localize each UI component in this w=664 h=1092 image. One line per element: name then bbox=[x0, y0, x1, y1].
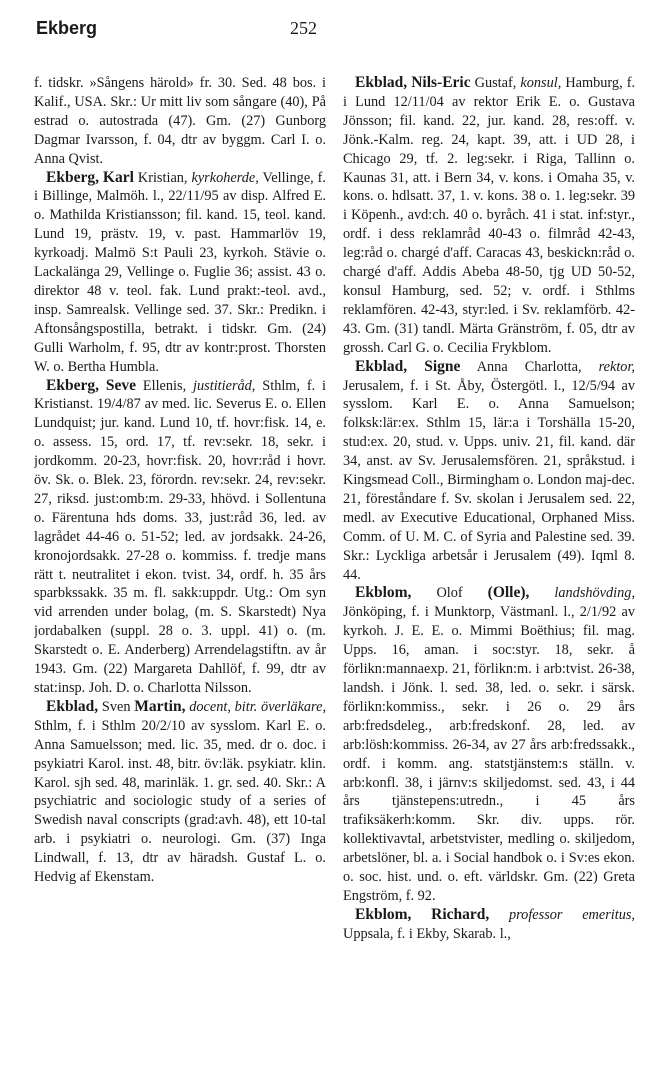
entry-given-name: Nils-Eric bbox=[411, 74, 471, 91]
entry-other-names: Ellenis, bbox=[142, 377, 187, 394]
entry-given-name: Martin, bbox=[134, 697, 186, 715]
entry-title: rektor, bbox=[598, 358, 635, 375]
entry-surname: Ekblom, bbox=[355, 905, 412, 923]
entry-given-name: Karl bbox=[102, 168, 134, 186]
entry-ekberg-karl bbox=[34, 169, 326, 377]
page-number: 252 bbox=[290, 18, 317, 38]
entry-ekblom-olof bbox=[343, 584, 635, 905]
entry-title: professor emeritus, bbox=[509, 906, 635, 923]
entry-body: Sthlm, f. i Kristianst. 19/4/87 av med. lic. Severus E. o. Ellen Lundquist; jur. kand. Lund 10, tf. hovr:fisk. 14, e. o. assess. 15, ord. 17, tf. rev:sekr. 18, sekr. i jordkomm. 20-23, hovr:fisk. 20, hovr:råd i hovr. öv. Sk. o. Blek. 23, förordn. rev:sekr. 24, rev:sekr. 27, riksd. just:omb:m. 29-33, hhövd. i Sollentuna o. Färentuna hds doms. 33, just:råd 36, led. av lagrådet 44-46 o. 51-52; led. av jordsakk. 24-26, kronojordsakk. 27-28 o. kommiss. f. tredje mans rätt t. neutralitet i ekon. tvist. 34, ordf. h. 35 års sparbkssakk. 35 m. fl. sakk:uppdr. Utg.: Om syn vid arrenden under bolag, (m. S. Skarstedt) Nya jordabalken (suppl. 28 o. 3. uppl. 41) o. (m. Skarstedt o. E. Anderberg) Arrendelagstiftn. av år 1943. Gm. (22) Margareta Dahllöf, f. 99, dtr av stat:insp. Joh. D. o. Charlotta Nilsson. bbox=[34, 377, 326, 696]
entry-body: f. tidskr. »Sångens härold» fr. 30. Sed. 48 bos. i Kalif., USA. Skr.: Ur mitt liv som sångare (40), På estrad o. autostrada (47). Gm. (27) Gunborg Dagmar Ivarsson, f. 04, dtr av byggm. Carl I. o. Anna Qvist. bbox=[34, 75, 326, 167]
entry-given-name: (Olle), bbox=[487, 584, 530, 602]
entry-ekblad-martin bbox=[34, 698, 326, 887]
running-head: Ekberg bbox=[36, 18, 98, 38]
entry-other-names: Sven bbox=[101, 698, 131, 715]
entry-ekblad-signe bbox=[343, 358, 635, 585]
entry-title: konsul, bbox=[520, 75, 562, 91]
entry-body: Sthlm, f. i Sthlm 20/2/10 av sysslom. Karl E. o. Anna Samuelsson; med. lic. 35, med. dr o. doc. i psykiatri Karol. inst. 48, bitr. öv:läk. psykiatr. klin. Karol. sjh sed. 48, marinläk. 1. gr. sed. 40. Skr.: A psychiatric and sociologic study of a series of Swedish naval conscripts (grad:avh. 48), ett 10-tal arb. i psykiatri o. neurologi. Gm. (37) Inga Lindwall, f. 13, dtr av häradsh. Gustaf L. o. Hedvig af Ekenstam. bbox=[34, 717, 326, 886]
entry-given-name: Richard, bbox=[431, 905, 490, 923]
entry-other-names: Gustaf, bbox=[474, 75, 517, 91]
right-column bbox=[343, 74, 635, 1084]
entry-surname: Ekberg, bbox=[46, 168, 99, 186]
entry-ekberg-seve bbox=[34, 377, 326, 698]
continued-entry bbox=[34, 74, 326, 169]
entry-other-names: Kristian, bbox=[137, 169, 188, 186]
entry-body: Jönköping, f. i Munktorp, Västmanl. l., 2/1/92 av kyrkoh. J. E. E. o. Mimmi Boëthius; fil. mag. Upps. 16, aman. i soc:styr. 18, sekr. å förlikn:mannaexp. 21, förlikn:m. i arb:tvist. 26-38, landsh. i Jönk. l. sed. 38, led. o. sekr. i särsk. förlikn:kommiss., sekr. i 26 o. 29 års arb:fredsdeleg., arb:fredskonf. 28, led. av arb:lösh:kommiss. 26-34, av 27 års arb:fredssakk., ordf. i komm. ang. statstjänstem:s ställn. v. arb:konfl. 38, i järnv:s skiljedomst. sed. 43, i 44 års tjänstepens:utredn., i 45 års trafiksäkerh:komm. Skr. div. upps. rör. kollektivavtal, arbetstvister, medling o. skiljedom, arbetslöner, bl. a. i Social handbok o. i Sv:es ekon. o. soc. hist. und. o. eft. världskr. Gm. (22) Greta Engström, f. 92. bbox=[343, 604, 635, 904]
entry-body: Uppsala, f. i Ekby, Skarab. l., bbox=[343, 925, 511, 942]
entry-title: landshövding, bbox=[554, 585, 635, 602]
entry-surname: Ekberg, bbox=[46, 376, 99, 394]
entry-ekblad-nils-eric bbox=[343, 74, 635, 358]
entry-surname: Ekblad, bbox=[355, 74, 408, 91]
left-column bbox=[34, 74, 326, 1084]
entry-body: Jerusalem, f. i St. Åby, Östergötl. l., 12/5/94 av sysslom. Karl E. o. Anna Samuelson; folksk:lär:ex. Sthlm 15, lär:a i Torshälla 15-20, stud:ex. 20, stud. v. Upps. univ. 21, fil. kand. där 34, anst. av Sv. Jerusalemsfören. 21, språkstud. i Kingsmead Coll., Birmingham o. London maj-dec. 21, föreståndare f. Sv. skolan i Jerusalem sed. 22, medl. av Executive Educational, Orphaned Miss. Comm. of U. M. C. of Syria and Palestine sed. 39. Skr.: Lyckliga arbetsår i Jerusalem (49). Iqml 8. 44. bbox=[343, 377, 635, 583]
entry-surname: Ekblad, bbox=[355, 357, 408, 375]
entry-title: kyrkoherde, bbox=[191, 169, 259, 186]
entry-given-name: Signe bbox=[424, 357, 461, 375]
entry-ekblom-richard bbox=[343, 906, 635, 944]
entry-title: docent, bitr. överläkare, bbox=[189, 698, 326, 715]
entry-surname: Ekblad, bbox=[46, 697, 99, 715]
entry-given-name: Seve bbox=[105, 376, 136, 394]
entry-surname: Ekblom, bbox=[355, 584, 412, 602]
page-header bbox=[36, 14, 634, 44]
entry-other-names: Anna Charlotta, bbox=[476, 358, 582, 375]
entry-title: justitieråd, bbox=[193, 377, 256, 394]
entry-body: Vellinge, f. i Billinge, Malmöh. l., 22/11/95 av disp. Alfred E. o. Mathilda Kristiansson; fil. kand. 15, teol. kand. Lund 19, prästv. 19, v. past. Hammarlöv 19, kyrkoadj. Malmö S:t Pauli 23, kyrkoh. Stävie o. Lackalänga 29, Vellinge o. Fuglie 36; assist. 43 o. direktor 48 v. teol. fak. Lund prakt:-teol. avd., insp. Samrealsk. Vellinge sed. 37. Skr.: Predikn. i Aftonsångspostilla, betrakt. i tidskr. Gm. (24) Gulli Warholm, f. 95, dtr av kontr:prost. Thorsten W. o. Bertha Humbla. bbox=[34, 169, 326, 375]
entry-other-names: Olof bbox=[436, 585, 463, 602]
entry-body: Hamburg, f. i Lund 12/11/04 av rektor Erik E. o. Gustava Jönsson; fil. kand. 22, jur. kand. 28, res:off. v. Jönk.-Kalm. reg. 24, kapt. 39, att. i UD 28, i Chicago 29, tf. 2. leg:sekr. i Riga, Tallinn o. Kaunas 31, att. i Bern 34, v. kons. i Omaha 35, v. kons. o. hdlsatt. 37, 1. v. kons. 38 o. 1. leg:sekr. 39 i Köpenh., avd:ch. 40 o. byråch. 41 i stat. inf:styr., ordf. i dess reklamråd 40-43 o. filmråd 42-43, leg:råd o. chargé d'aff. Caracas 43, beskickn:råd o. chargé d'aff. Addis Abeba 48-50, tjg UD 50-52, konsul Hamburg, sed. 52; v. ordf. i Sthlms reklamfören. 42-43, styr:led. i Sv. reklamförb. 42-43. Gm. (31) tandl. Märta Gränström, f. 05, dtr av grossh. Carl G. o. Cecilia Frykblom. bbox=[343, 75, 635, 356]
